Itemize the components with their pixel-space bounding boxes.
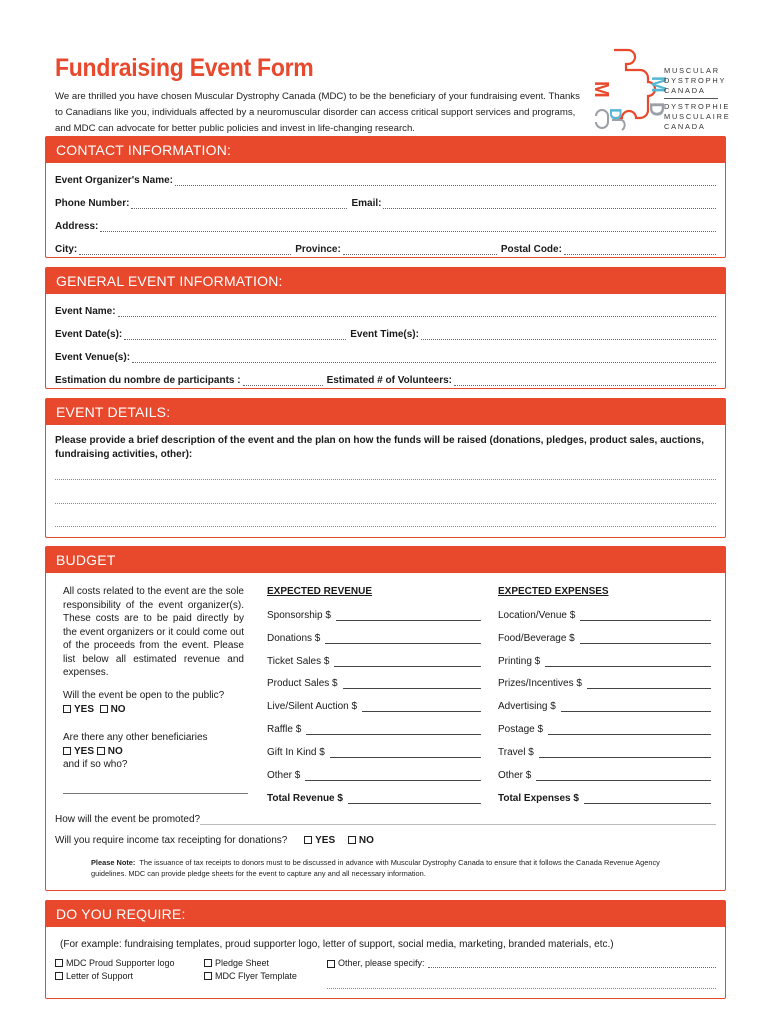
total-expenses-field[interactable] (584, 794, 711, 804)
field-label: Event Venue(s): (55, 352, 131, 363)
organizer-name-field[interactable] (175, 175, 716, 186)
yes-label: YES (315, 835, 336, 846)
no-label: NO (107, 745, 123, 757)
beneficiaries-yes-checkbox[interactable] (63, 746, 94, 757)
checkbox-icon (204, 972, 212, 980)
event-venue-field[interactable] (132, 352, 716, 363)
total-revenue-row (267, 790, 481, 804)
promotion-row (55, 811, 716, 825)
field-label: Email: (351, 198, 382, 209)
total-label: Total Expenses $ (498, 793, 579, 804)
svg-text:D: D (645, 102, 667, 117)
logo-en-line: MUSCULAR (664, 66, 720, 75)
logo-fr-line: MUSCULAIRE (664, 112, 731, 121)
letter-of-support-checkbox[interactable] (55, 971, 133, 981)
event-times-field[interactable] (421, 329, 716, 340)
address-row (55, 216, 716, 232)
total-label: Total Revenue $ (267, 793, 343, 804)
logo-divider (664, 98, 718, 99)
revenue-amount-field[interactable] (336, 611, 481, 621)
details-section (45, 398, 726, 538)
city-row (55, 239, 716, 255)
expense-label: Location/Venue $ (498, 610, 576, 621)
expense-row (498, 721, 711, 735)
logo-wordmark (664, 66, 730, 132)
expense-amount-field[interactable] (548, 725, 711, 735)
revenue-amount-field[interactable] (343, 679, 481, 689)
participants-row (55, 370, 716, 386)
logo-en-line: CANADA (664, 86, 706, 95)
tax-receipt-row (55, 835, 374, 846)
revenue-label: Live/Silent Auction $ (267, 701, 358, 713)
expense-amount-field[interactable] (539, 748, 711, 758)
expense-amount-field[interactable] (587, 679, 711, 689)
revenue-row (267, 698, 481, 712)
tax-yes-checkbox[interactable] (304, 835, 335, 846)
costs-text: All costs related to the event are the sole responsibility of the event organizer(s). These costs are to be paid directly by the event organizers or it could come out of the proceeds from the event. Please list below all estimated revenue and expenses. (63, 586, 244, 678)
field-label: Event Organizer's Name: (55, 175, 173, 186)
svg-text:D: D (606, 108, 625, 121)
revenue-amount-field[interactable] (306, 725, 481, 735)
revenue-row (267, 767, 481, 781)
field-label: Postal Code: (500, 244, 562, 255)
total-expenses-row (498, 790, 711, 804)
expense-amount-field[interactable] (580, 634, 711, 644)
question-text: How will the event be promoted? (55, 814, 201, 825)
yes-label: YES (74, 703, 95, 715)
svg-text:M: M (590, 81, 612, 99)
details-line[interactable] (55, 526, 716, 527)
details-line[interactable] (55, 503, 716, 504)
checkbox-icon (304, 836, 312, 844)
section-heading: CONTACT INFORMATION: (46, 137, 725, 163)
checkbox-icon (97, 747, 105, 755)
form-title: Fundraising Event Form (55, 54, 314, 82)
flyer-template-checkbox[interactable] (204, 971, 297, 981)
revenue-row (267, 721, 481, 735)
section-heading: EVENT DETAILS: (46, 399, 725, 425)
revenue-row (267, 675, 481, 689)
expenses-heading: EXPECTED EXPENSES (498, 586, 609, 597)
participants-field[interactable] (243, 375, 323, 386)
section-heading: DO YOU REQUIRE: (46, 901, 725, 927)
checkbox-icon (348, 836, 356, 844)
other-specify-checkbox[interactable] (327, 958, 716, 968)
revenue-label: Raffle $ (267, 724, 302, 735)
field-label: Estimation du nombre de participants : (55, 375, 241, 386)
checkbox-icon (55, 972, 63, 980)
expense-label: Travel $ (498, 746, 534, 758)
field-label: Event Date(s): (55, 329, 123, 340)
expense-amount-field[interactable] (580, 611, 711, 621)
general-section (45, 267, 726, 389)
public-question (63, 689, 224, 716)
checkbox-icon (55, 959, 63, 967)
checkbox-icon (100, 705, 108, 713)
revenue-row (267, 653, 481, 667)
option-label: Letter of Support (66, 971, 134, 981)
beneficiaries-who-field[interactable] (63, 793, 248, 794)
expense-amount-field[interactable] (561, 702, 711, 712)
beneficiaries-question (63, 731, 208, 772)
checkbox-icon (63, 747, 71, 755)
revenue-row (267, 630, 481, 644)
event-dates-field[interactable] (124, 329, 346, 340)
expense-label: Postage $ (498, 724, 544, 735)
revenue-label: Gift In Kind $ (267, 746, 325, 758)
volunteers-field[interactable] (454, 375, 716, 386)
field-label: Phone Number: (55, 198, 130, 209)
field-label: Province: (295, 244, 341, 255)
phone-email-row (55, 193, 716, 209)
date-time-row (55, 324, 716, 340)
revenue-amount-field[interactable] (325, 634, 481, 644)
note-label: Please Note: (91, 858, 136, 867)
phone-field[interactable] (131, 198, 347, 209)
expense-label: Advertising $ (498, 701, 556, 713)
expense-row (498, 675, 711, 689)
beneficiaries-no-checkbox[interactable] (97, 746, 123, 757)
public-no-checkbox[interactable] (100, 704, 126, 715)
province-field[interactable] (343, 244, 497, 255)
mdc-logo-icon (590, 46, 669, 132)
revenue-amount-field[interactable] (305, 771, 481, 781)
no-label: NO (358, 835, 374, 846)
expense-label: Prizes/Incentives $ (498, 678, 582, 690)
revenue-heading: EXPECTED REVENUE (267, 586, 373, 597)
note-text: The issuance of tax receipts to donors must to be discussed in advance with Muscular Dystrophy Canada to ensure that it follows the Canada Revenue Agency guidelines. MDC can provide pledge sheets for the event to capture any and all necessary information. (91, 858, 660, 878)
revenue-amount-field[interactable] (334, 657, 481, 667)
promotion-field[interactable] (200, 815, 716, 825)
expense-row (498, 744, 711, 758)
email-field[interactable] (383, 198, 716, 209)
expense-label: Food/Beverage $ (498, 632, 575, 644)
option-label: Other, please specify: (338, 958, 425, 968)
revenue-row (267, 607, 481, 621)
option-label: MDC Flyer Template (215, 971, 297, 981)
no-label: NO (110, 703, 126, 715)
expense-row (498, 607, 711, 621)
revenue-label: Other $ (267, 769, 301, 781)
question-text: Are there any other beneficiaries (63, 732, 208, 743)
postal-code-field[interactable] (564, 244, 716, 255)
other-specify-field[interactable] (428, 959, 716, 968)
logo-fr-line: DYSTROPHIE (664, 102, 731, 111)
other-specify-line[interactable] (327, 988, 716, 989)
logo-en-line: DYSTROPHY (664, 76, 727, 85)
expense-label: Other $ (498, 769, 532, 781)
checkbox-icon (327, 960, 335, 968)
section-heading: GENERAL EVENT INFORMATION: (46, 268, 725, 294)
field-label: Estimated # of Volunteers: (326, 375, 452, 386)
revenue-row (267, 744, 481, 758)
address-field[interactable] (100, 221, 716, 232)
total-revenue-field[interactable] (348, 794, 481, 804)
field-label: Event Name: (55, 306, 116, 317)
contact-section (45, 136, 726, 258)
details-prompt: Please provide a brief description of the event and the plan on how the funds will be raised (donations, pledges, product sales, auctions, fundraising activities, other): (55, 435, 704, 460)
tax-no-checkbox[interactable] (348, 835, 374, 846)
option-label: Pledge Sheet (215, 958, 270, 968)
expense-row (498, 767, 711, 781)
event-name-field[interactable] (118, 306, 716, 317)
svg-text:M: M (647, 76, 669, 93)
venue-row (55, 347, 716, 363)
question-text: Will the event be open to the public? (63, 690, 225, 701)
option-label: MDC Proud Supporter logo (66, 958, 175, 968)
require-section (45, 900, 726, 999)
public-yes-checkbox[interactable] (63, 704, 94, 715)
yes-label: YES (74, 745, 95, 757)
revenue-label: Ticket Sales $ (267, 655, 330, 667)
expense-row (498, 698, 711, 712)
expense-row (498, 653, 711, 667)
budget-section (45, 546, 726, 891)
logo-fr-line: CANADA (664, 122, 706, 131)
field-label: Address: (55, 221, 99, 232)
city-field[interactable] (79, 244, 291, 255)
revenue-amount-field[interactable] (362, 702, 481, 712)
checkbox-icon (63, 705, 71, 713)
expense-amount-field[interactable] (545, 657, 711, 667)
proud-supporter-logo-checkbox[interactable] (55, 958, 175, 968)
expense-row (498, 630, 711, 644)
section-heading: BUDGET (46, 547, 725, 573)
tax-note (91, 857, 681, 879)
revenue-label: Sponsorship $ (267, 610, 331, 621)
event-name-row (55, 301, 716, 317)
question-text: Will you require income tax receipting for donations? (55, 835, 288, 846)
pledge-sheet-checkbox[interactable] (204, 958, 269, 968)
require-example: (For example: fundraising templates, proud supporter logo, letter of support, social media, marketing, branded materials, etc.) (60, 939, 614, 950)
field-label: City: (55, 244, 78, 255)
revenue-amount-field[interactable] (330, 748, 481, 758)
expense-amount-field[interactable] (536, 771, 711, 781)
revenue-label: Product Sales $ (267, 678, 338, 690)
checkbox-icon (204, 959, 212, 967)
intro-text: We are thrilled you have chosen Muscular Dystrophy Canada (MDC) to be the beneficiary of your fundraising event. Thanks to Canadians like you, individuals affected by a neuromuscular disorder can access critical support services and programs, and MDC can advocate for better public policies and invest in life-changing research. (55, 91, 580, 134)
question-text: and if so who? (63, 759, 128, 770)
field-label: Event Time(s): (350, 329, 419, 340)
organizer-row (55, 170, 716, 186)
revenue-label: Donations $ (267, 632, 321, 644)
expense-label: Printing $ (498, 655, 541, 667)
details-line[interactable] (55, 479, 716, 480)
